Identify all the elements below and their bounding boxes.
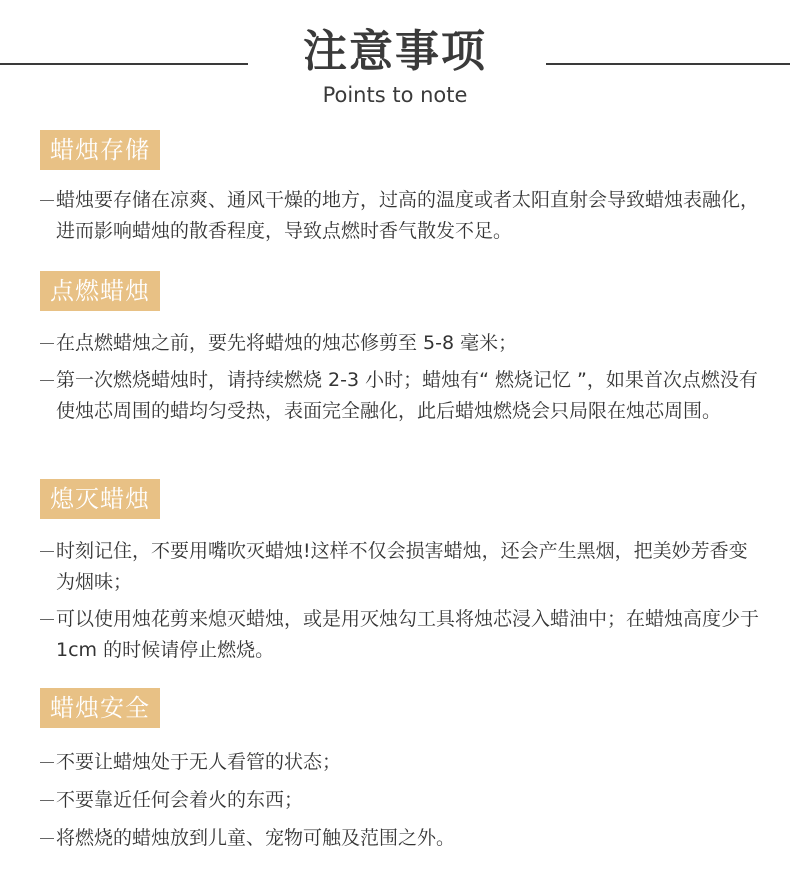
list-item	[0, 185, 790, 247]
item-text: 第一次燃烧蜡烛时，请持续燃烧 2-3 小时；蜡烛有“ 燃烧记忆 ”，如果首次点燃没有使烛芯周围的蜡均匀受热，表面完全融化，此后蜡烛燃烧会只局限在烛芯周围。	[56, 369, 758, 422]
list-item	[0, 823, 790, 854]
section-tag: 蜡烛安全	[40, 688, 160, 728]
list-item	[0, 328, 790, 359]
item-text: 不要靠近任何会着火的东西；	[56, 789, 304, 811]
page-subtitle: Points to note	[322, 83, 468, 107]
dash-bullet	[40, 762, 54, 763]
page-title: 注意事项	[303, 26, 487, 77]
list-item	[0, 365, 790, 427]
item-text: 蜡烛要存储在凉爽、通风干燥的地方，过高的温度或者太阳直射会导致蜡烛表融化，进而影响蜡烛的散香程度，导致点燃时香气散发不足。	[56, 189, 760, 242]
dash-bullet	[40, 551, 54, 552]
list-item	[0, 747, 790, 778]
header-divider-right	[546, 63, 790, 65]
dash-bullet	[40, 619, 54, 620]
item-text: 时刻记住，不要用嘴吹灭蜡烛!这样不仅会损害蜡烛，还会产生黑烟，把美妙芳香变为烟味；	[56, 540, 748, 593]
page-header	[0, 0, 790, 120]
item-text: 可以使用烛花剪来熄灭蜡烛，或是用灭烛勾工具将烛芯浸入蜡油中；在蜡烛高度少于 1cm 的时候请停止燃烧。	[56, 608, 760, 661]
list-item	[0, 604, 790, 666]
list-item	[0, 785, 790, 816]
list-item	[0, 536, 790, 598]
item-text: 将燃烧的蜡烛放到儿童、宠物可触及范围之外。	[56, 827, 456, 849]
item-text: 不要让蜡烛处于无人看管的状态；	[56, 751, 342, 773]
item-text: 在点燃蜡烛之前，要先将蜡烛的烛芯修剪至 5-8 毫米；	[56, 332, 518, 354]
dash-bullet	[40, 380, 54, 381]
section-tag: 熄灭蜡烛	[40, 479, 160, 519]
section-tag: 点燃蜡烛	[40, 271, 160, 311]
dash-bullet	[40, 838, 54, 839]
dash-bullet	[40, 343, 54, 344]
section-tag: 蜡烛存储	[40, 130, 160, 170]
dash-bullet	[40, 200, 54, 201]
dash-bullet	[40, 800, 54, 801]
